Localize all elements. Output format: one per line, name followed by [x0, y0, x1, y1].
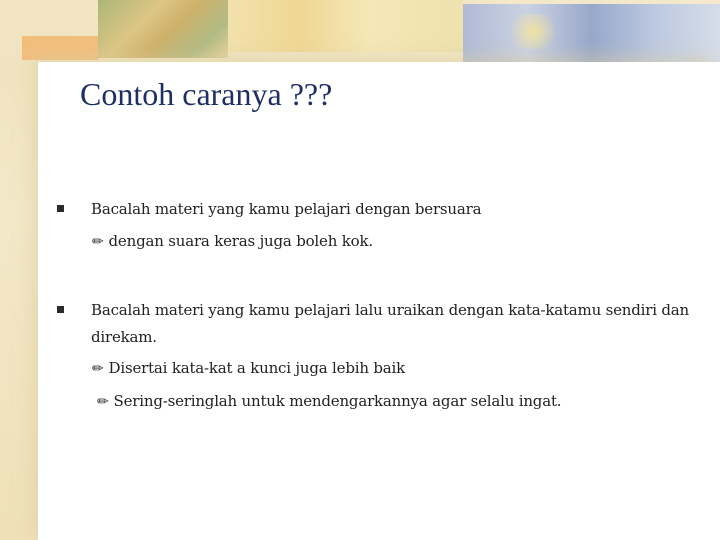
bullet-1-subitem-1-text: dengan suara keras juga boleh kok.	[108, 232, 373, 250]
bullet-2-text: Bacalah materi yang kamu pelajari lalu uraikan dengan kata-katamu sendiri dan	[91, 301, 689, 319]
slide-title: Contoh caranya ???	[80, 76, 333, 112]
decorative-leaf-tile	[98, 0, 228, 58]
bullet-2-subitem-1	[92, 359, 405, 377]
pencil-icon: ✏	[97, 394, 109, 410]
pencil-icon: ✏	[92, 234, 104, 250]
bullet-2-subitem-2	[97, 392, 561, 410]
bullet-marker-1	[57, 205, 64, 212]
pencil-icon: ✏	[92, 361, 104, 377]
bullet-1-subitem-1	[92, 232, 373, 250]
decorative-yellow-tile	[228, 0, 463, 52]
bullet-marker-2	[57, 306, 64, 313]
bullet-2-subitem-2-text: Sering-seringlah untuk mendengarkannya agar selalu ingat.	[113, 392, 562, 410]
bullet-2-continuation: direkam.	[91, 328, 157, 346]
parchment-left-strip	[0, 0, 40, 540]
bullet-1-text: Bacalah materi yang kamu pelajari dengan bersuara	[91, 200, 482, 218]
bullet-2-subitem-1-text: Disertai kata-kat a kunci juga lebih baik	[108, 359, 405, 377]
decorative-orange-block	[22, 36, 98, 60]
decorative-flower-tile	[463, 4, 720, 62]
